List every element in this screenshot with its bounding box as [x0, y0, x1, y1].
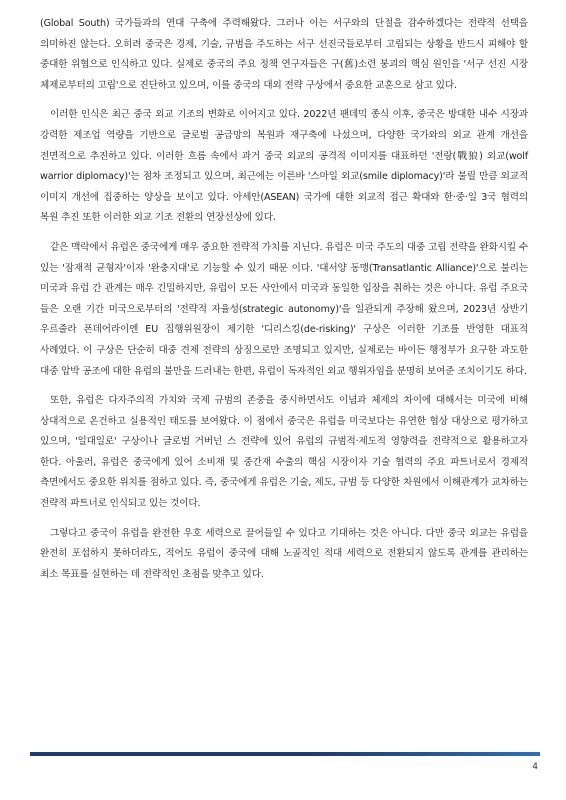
paragraph-1: (Global South) 국가들과의 연대 구축에 주력해왔다. 그러나 이는 서구와의 단절을 감수하겠다는 전략적 선택을 의미하진 않는다. 오히려 중국은 경제, 기술, 규범을 주도하는 서구 선진국들로부터 고립되는 상황을 반드시 피해야 할 중대한 위협으로 인식하고 있다. 실제로 중국의 주요 정책 연구자들은 구(舊)소련 붕괴의 핵심 원인을 '서구 선진 시장 체제로부터의 고립'으로 진단하고 있으며, 이를 중국의 대외 전략 구상에서 중요한 교훈으로 삼고 있다.: [40, 18, 528, 91]
paragraph-3: 같은 맥락에서 유럽은 중국에게 매우 중요한 전략적 가치를 지닌다. 유럽은 미국 주도의 대중 고립 전략을 완화시킬 수 있는 '잠재적 균형자'이자 '완충지대'로 기능할 수 있기 때문 이다. '대서양 동맹(Transatlantic Alliance)'으로 불리는 미국과 유럽 간 관계는 매우 긴밀하지만, 유럽이 모든 사안에서 미국과 동일한 입장을 취하는 것은 아니다. 유럽 주요국 들은 오랜 기간 미국으로부터의 '전략적 자율성(strategic autonomy)'을 일관되게 주장해 왔으며, 2023년 상반기 우르줄라 폰데어라이엔 EU 집행위원장이 제기한 '디리스킹(de-risking)' 구상은 이러한 기조를 반영한 대표적 사례였다. 이 구상은 단순히 대중 견제 전략의 상징으로만 조명되고 있지만, 실제로는 바이든 행정부가 요구한 과도한 대중 압박 공조에 대한 유럽의 불만을 드러내는 한편, 유럽이 독자적인 외교 행위자임을 분명히 보여준 조치이기도 하다.: [40, 241, 528, 377]
footer-divider-bar: [30, 752, 540, 756]
paragraph-2: 이러한 인식은 최근 중국 외교 기조의 변화로 이어지고 있다. 2022년 팬데믹 종식 이후, 중국은 방대한 내수 시장과 강력한 제조업 역량을 기반으로 글로벌 공급망의 복원과 재구축에 나섰으며, 다양한 국가와의 외교 관계 개선을 전면적으로 추진하고 있다. 이러한 흐름 속에서 과거 중국 외교의 공격적 이미지를 대표하던 '전랑(戰狼) 외교(wolf warrior diplomacy)'는 점차 조정되고 있으며, 최근에는 이른바 '스마일 외교(smile diplomacy)'라 불릴 만큼 외교적 이미지 개선에 집중하는 양상을 보이고 있다. 아세안(ASEAN) 국가에 대한 외교적 접근 확대와 한·중·일 3국 협력의 복원 추진 또한 이러한 외교 기조 전환의 연장선상에 있다.: [40, 109, 528, 224]
page-body: [40, 14, 528, 594]
paragraph-5: 그렇다고 중국이 유럽을 완전한 우호 세력으로 끌어들일 수 있다고 기대하는 것은 아니다. 다만 중국 외교는 유럽을 완전히 포섭하지 못하더라도, 적어도 유럽이 중국에 대해 노골적인 적대 세력으로 전환되지 않도록 관계를 관리하는 최소 목표를 실현하는 데 전략적인 초점을 맞추고 있다.: [40, 527, 528, 580]
page-number: 4: [532, 762, 538, 772]
paragraph-4: 또한, 유럽은 다자주의적 가치와 국제 규범의 존중을 중시하면서도 이념과 체제의 차이에 대해서는 미국에 비해 상대적으로 온건하고 실용적인 태도를 보여왔다. 이 점에서 중국은 유럽을 미국보다는 유연한 협상 대상으로 평가하고 있으며, '일대일로' 구상이나 글로벌 거버넌 스 전략에 있어 유럽의 규범적·제도적 영향력을 전략적으로 활용하고자 한다. 아울러, 유럽은 중국에게 있어 소비재 및 중간재 수출의 핵심 시장이자 기술 협력의 주요 파트너로서 경제적 측면에서도 중요한 위치를 점하고 있다. 즉, 중국에게 유럽은 기술, 제도, 규범 등 다양한 차원에서 이해관계가 교차하는 전략적 파트너로 인식되고 있는 것이다.: [40, 395, 528, 510]
